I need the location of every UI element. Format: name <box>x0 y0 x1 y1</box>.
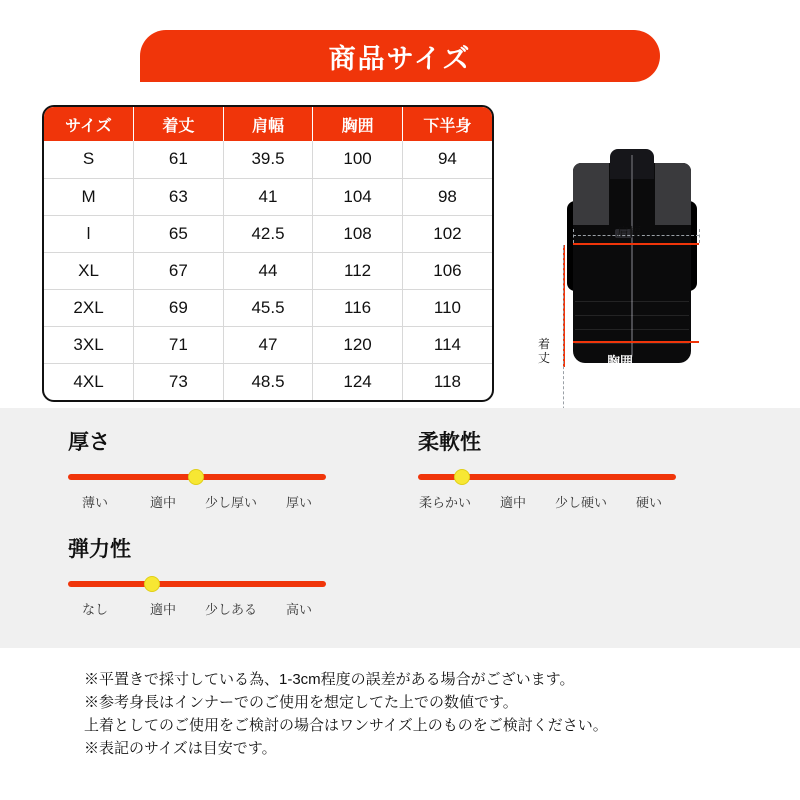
attribute-elasticity-title: 弾力性 <box>68 538 131 561</box>
attribute-elasticity <box>68 533 333 618</box>
cell-shoulder: 44 <box>223 252 313 289</box>
cell-length: 71 <box>134 326 224 363</box>
elasticity-tick-labels <box>61 599 333 618</box>
note-line-2: ※参考身長はインナーでのご使用を想定してた上での数値です。 <box>84 694 518 711</box>
cell-chest: 120 <box>313 326 403 363</box>
cell-size: l <box>44 215 134 252</box>
cell-size: S <box>44 141 134 178</box>
cell-shoulder: 41 <box>223 178 313 215</box>
cell-lowerbody: 94 <box>402 141 492 178</box>
thickness-tick-2: 少し厚い <box>204 495 257 510</box>
cell-size: 2XL <box>44 289 134 326</box>
thickness-slider[interactable] <box>68 466 326 488</box>
elasticity-slider[interactable] <box>68 573 326 595</box>
cell-shoulder: 45.5 <box>223 289 313 326</box>
shoulder-guide-tick-right <box>699 229 700 243</box>
shoulder-guide-tick-left <box>573 229 574 243</box>
cell-length: 73 <box>134 363 224 400</box>
cell-chest: 100 <box>313 141 403 178</box>
chest-measure-line <box>573 341 699 343</box>
cell-length: 63 <box>134 178 224 215</box>
table-row <box>44 252 492 289</box>
cell-size: 4XL <box>44 363 134 400</box>
softness-tick-labels <box>411 492 683 511</box>
thickness-tick-0: 薄い <box>81 495 108 510</box>
cell-chest: 104 <box>313 178 403 215</box>
cell-shoulder: 47 <box>223 326 313 363</box>
cell-chest: 124 <box>313 363 403 400</box>
cell-length: 65 <box>134 215 224 252</box>
softness-slider-knob[interactable] <box>454 469 470 485</box>
elasticity-tick-2: 少しある <box>204 602 257 617</box>
note-line-1: ※平置きで採寸している為、1-3cm程度の誤差がある場合がございます。 <box>84 671 575 688</box>
length-label: 着丈 <box>537 337 550 365</box>
chest-label: 胸囲 <box>607 354 634 369</box>
col-header-size: サイズ <box>44 107 134 141</box>
size-table <box>44 107 492 400</box>
col-header-shoulder: 肩幅 <box>223 107 313 141</box>
attribute-thickness <box>68 426 333 511</box>
attribute-softness-title: 柔軟性 <box>418 431 481 454</box>
cell-length: 69 <box>134 289 224 326</box>
cell-length: 61 <box>134 141 224 178</box>
notes-section <box>84 668 744 760</box>
elasticity-tick-1: 適中 <box>149 602 176 617</box>
table-header-row <box>44 107 492 141</box>
title-banner <box>140 30 660 82</box>
softness-tick-0: 柔らかい <box>418 495 471 510</box>
cell-chest: 116 <box>313 289 403 326</box>
cell-shoulder: 42.5 <box>223 215 313 252</box>
vest-shoulder-right <box>655 163 691 225</box>
col-header-lowerbody: 下半身 <box>402 107 492 141</box>
thickness-slider-knob[interactable] <box>188 469 204 485</box>
table-row <box>44 326 492 363</box>
cell-lowerbody: 114 <box>402 326 492 363</box>
softness-tick-3: 硬い <box>635 495 662 510</box>
col-header-length: 着丈 <box>134 107 224 141</box>
cell-lowerbody: 102 <box>402 215 492 252</box>
col-header-chest: 胸囲 <box>313 107 403 141</box>
shoulder-label: 肩幅 <box>617 225 642 239</box>
softness-slider[interactable] <box>418 466 676 488</box>
shoulder-measure-line <box>573 243 699 245</box>
cell-size: 3XL <box>44 326 134 363</box>
cell-chest: 112 <box>313 252 403 289</box>
cell-shoulder: 48.5 <box>223 363 313 400</box>
attribute-softness <box>418 426 683 511</box>
cell-lowerbody: 110 <box>402 289 492 326</box>
vest-illustration <box>565 141 700 366</box>
cell-lowerbody: 98 <box>402 178 492 215</box>
thickness-tick-labels <box>61 492 333 511</box>
elasticity-tick-3: 高い <box>285 602 312 617</box>
size-table-head <box>44 107 492 141</box>
page-title: 商品サイズ <box>328 43 472 74</box>
elasticity-slider-track <box>68 581 326 587</box>
cell-size: XL <box>44 252 134 289</box>
table-row <box>44 215 492 252</box>
attributes-section <box>0 408 800 648</box>
size-table-card <box>42 105 494 402</box>
attribute-thickness-title: 厚さ <box>68 431 110 454</box>
softness-tick-2: 少し硬い <box>554 495 607 510</box>
cell-size: M <box>44 178 134 215</box>
thickness-tick-3: 厚い <box>285 495 312 510</box>
note-line-4: ※表記のサイズは目安です。 <box>84 740 277 757</box>
cell-length: 67 <box>134 252 224 289</box>
thickness-tick-1: 適中 <box>149 495 176 510</box>
elasticity-slider-knob[interactable] <box>144 576 160 592</box>
title-banner-wrap <box>140 30 660 82</box>
elasticity-tick-0: なし <box>81 602 108 617</box>
cell-chest: 108 <box>313 215 403 252</box>
table-row <box>44 178 492 215</box>
product-image-panel <box>505 105 765 402</box>
cell-lowerbody: 106 <box>402 252 492 289</box>
note-line-3: 上着としてのご使用をご検討の場合はワンサイズ上のものをご検討ください。 <box>84 717 608 734</box>
vest-shoulder-left <box>573 163 609 225</box>
table-row <box>44 141 492 178</box>
table-row <box>44 289 492 326</box>
cell-shoulder: 39.5 <box>223 141 313 178</box>
softness-tick-1: 適中 <box>499 495 526 510</box>
size-table-body <box>44 141 492 400</box>
table-row <box>44 363 492 400</box>
cell-lowerbody: 118 <box>433 371 461 391</box>
